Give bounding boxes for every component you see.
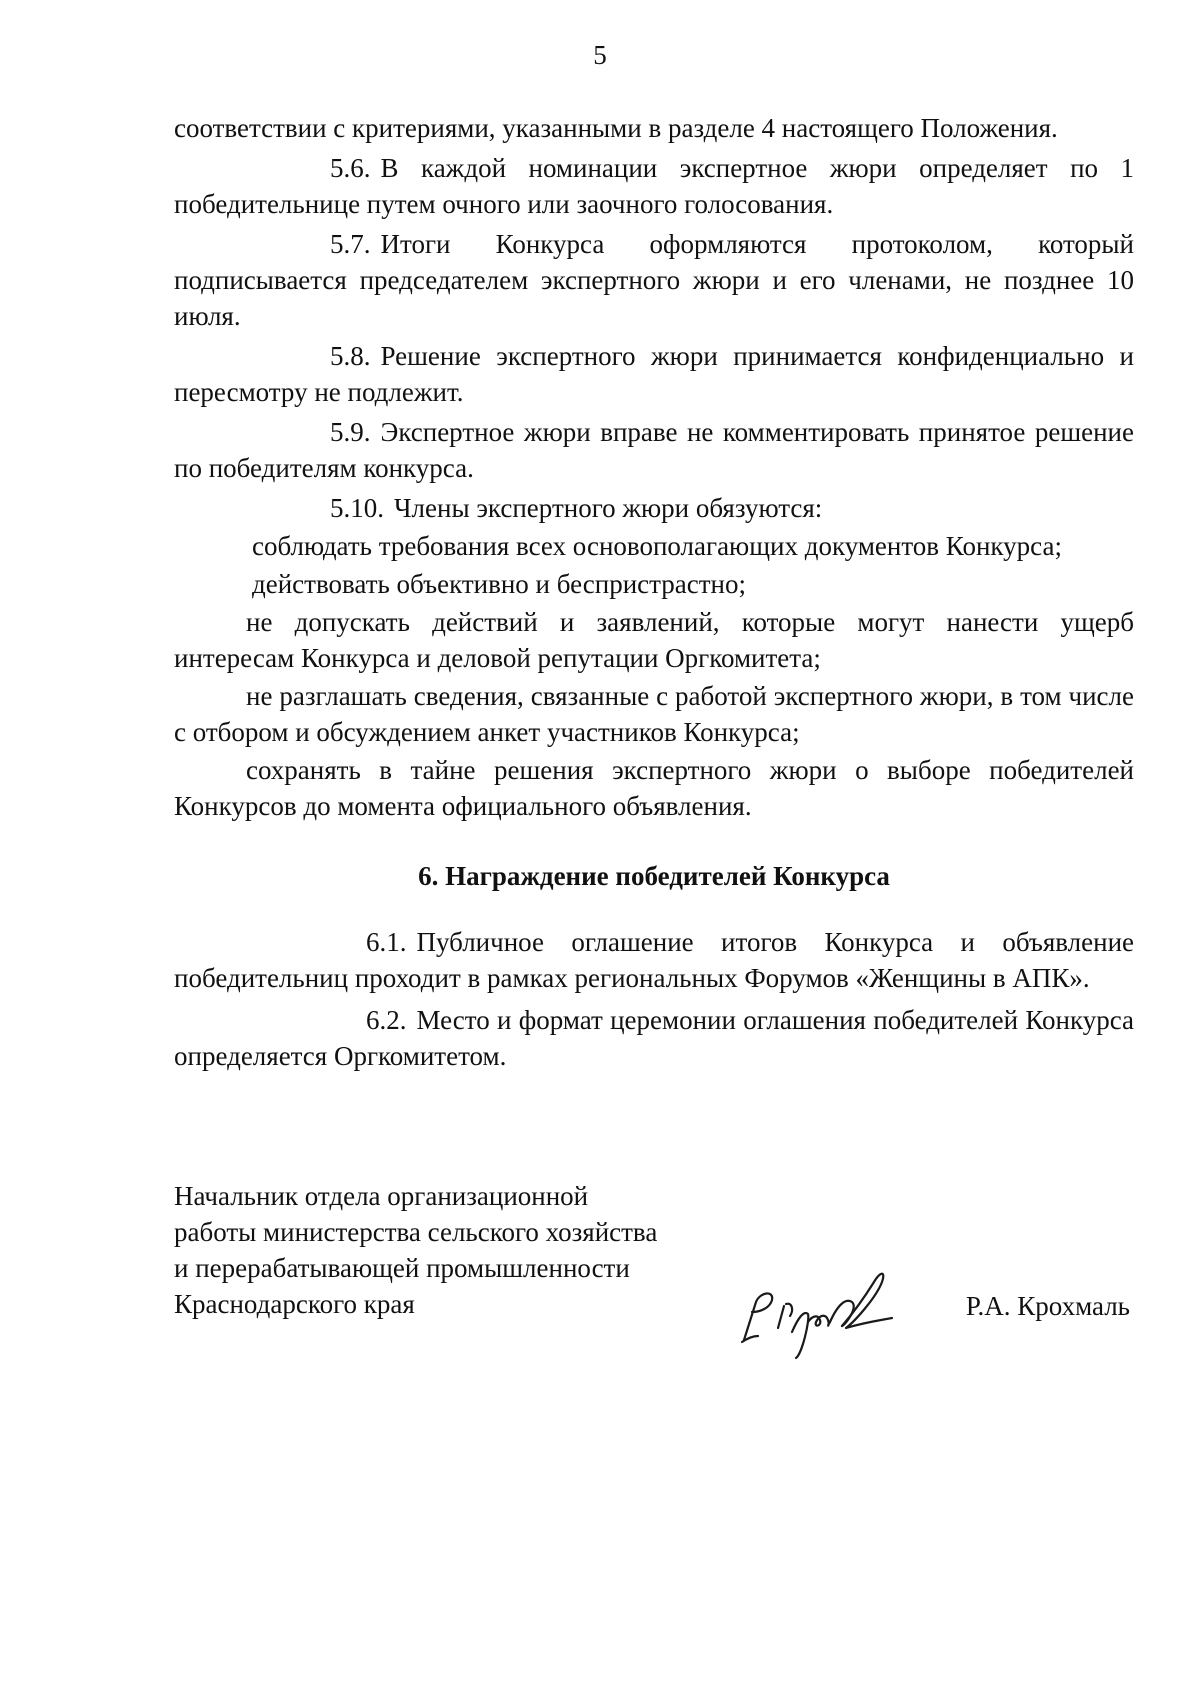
clause-number: 5.9. xyxy=(330,417,371,447)
clause-text: Публичное оглашение итогов Конкурса и объявление победительниц проходит в рамках региональных Форумов «Женщины в АПК». xyxy=(174,927,1134,993)
clause-number: 5.7. xyxy=(330,229,371,259)
clause-text: Итоги Конкурса оформляются протоколом, который подписывается председателем экспертного жюри и его членами, не позднее 10 июля. xyxy=(174,229,1134,331)
paragraph-continuation: соответствии с критериями, указанными в разделе 4 настоящего Положения. xyxy=(174,113,1058,143)
duty-item: не допускать действий и заявлений, которые могут нанести ущерб интересам Конкурса и деловой репутации Оргкомитета; xyxy=(174,607,1134,673)
clause-number: 6.2. xyxy=(366,1005,407,1035)
clause-number: 5.6. xyxy=(330,153,371,183)
signatory-name: Р.А. Крохмаль xyxy=(965,1291,1130,1321)
clause-5-6 xyxy=(174,150,1134,222)
clause-5-8 xyxy=(174,338,1134,410)
section-heading: 6. Награждение победителей Конкурса xyxy=(418,861,890,891)
clause-text: Решение экспертного жюри принимается конфиденциально и пересмотру не подлежит. xyxy=(174,341,1134,407)
clause-5-7 xyxy=(174,226,1134,334)
duty-item: действовать объективно и беспристрастно; xyxy=(252,569,746,599)
clause-number: 5.10. xyxy=(330,493,384,523)
clause-number: 6.1. xyxy=(366,927,407,957)
clause-6-2 xyxy=(174,1002,1134,1074)
duty-item: не разглашать сведения, связанные с работой экспертного жюри, в том числе с отбором и обсуждением анкет участников Конкурса; xyxy=(174,681,1134,747)
signature-block xyxy=(174,1178,1134,1358)
document-body xyxy=(174,110,1134,1074)
clause-text: Место и формат церемонии оглашения победителей Конкурса определяется Оргкомитетом. xyxy=(174,1005,1134,1071)
clause-number: 5.8. xyxy=(330,341,371,371)
clause-5-9 xyxy=(174,414,1134,486)
clause-5-10 xyxy=(174,490,1134,526)
duty-item: сохранять в тайне решения экспертного жюри о выборе победителей Конкурсов до момента официального объявления. xyxy=(174,755,1134,821)
handwritten-signature xyxy=(734,1262,934,1362)
clause-text: Экспертное жюри вправе не комментировать принятое решение по победителям конкурса. xyxy=(174,417,1134,483)
position-line: Краснодарского края xyxy=(174,1289,415,1319)
signatory-position xyxy=(174,1178,734,1322)
position-line: Начальник отдела организационной xyxy=(174,1181,589,1211)
clause-text: Члены экспертного жюри обязуются: xyxy=(394,493,823,523)
clause-text: В каждой номинации экспертное жюри определяет по 1 победительнице путем очного или заочного голосования. xyxy=(174,153,1134,219)
page-number: 5 xyxy=(593,40,607,70)
position-line: и перерабатывающей промышленности xyxy=(174,1253,630,1283)
position-line: работы министерства сельского хозяйства xyxy=(174,1217,658,1247)
duty-item: соблюдать требования всех основополагающих документов Конкурса; xyxy=(252,531,1062,561)
clause-6-1 xyxy=(174,924,1134,996)
